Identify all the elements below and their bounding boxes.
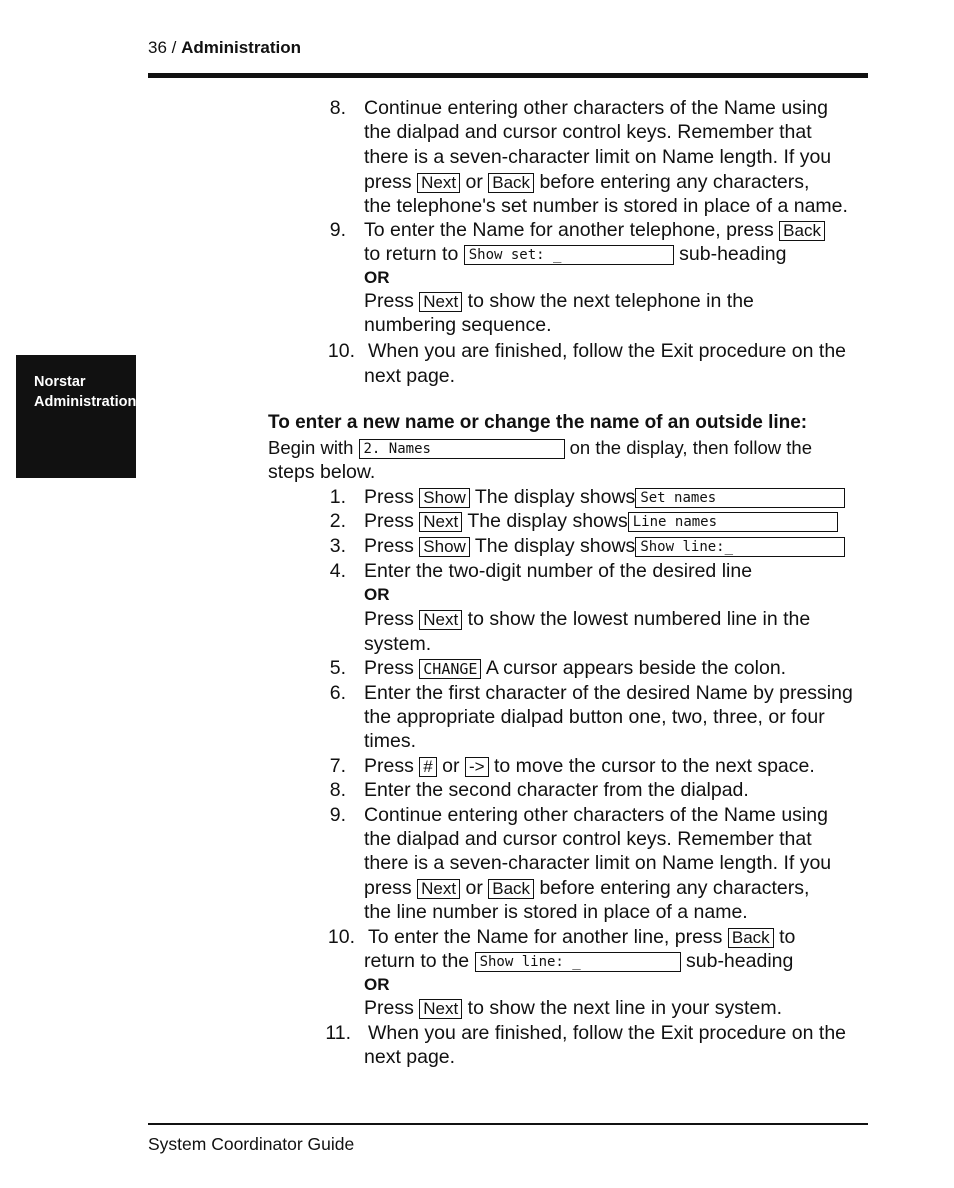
step-number: 6. (329, 682, 346, 704)
side-tab-line1: Norstar (34, 374, 86, 390)
side-tab-line2: Administration (34, 394, 137, 410)
step-text: press Next or Back before entering any characters, (364, 877, 810, 899)
right-arrow-key: -> (465, 757, 489, 777)
page-number: 36 / (148, 38, 177, 57)
header-rule (148, 73, 868, 78)
or-label: OR (364, 585, 390, 604)
next-key: Next (419, 512, 462, 532)
next-key: Next (417, 879, 460, 899)
or-label: OR (364, 975, 390, 994)
step-text: Press Show The display shows Show line:_ (364, 534, 845, 558)
step-text: Continue entering other characters of the Name using (364, 97, 828, 119)
step-number: 8. (329, 97, 346, 119)
change-key: CHANGE (419, 659, 481, 679)
step-text: Press Next The display shows Line names (364, 509, 838, 533)
page-title: Administration (181, 38, 302, 57)
step-text: When you are finished, follow the Exit procedure on the (368, 1022, 847, 1044)
step-text: Press Show The display shows Set names (364, 485, 845, 509)
step-text: there is a seven-character limit on Name length. If you (364, 852, 832, 874)
pound-key: # (419, 757, 436, 777)
back-key: Back (488, 173, 534, 193)
step-number: 5. (329, 657, 346, 679)
side-tab (16, 355, 136, 478)
back-key: Back (728, 928, 774, 948)
step-number: 11. (325, 1022, 351, 1044)
step-text: Enter the first character of the desired Name by pressing (364, 682, 853, 704)
step-text: the dialpad and cursor control keys. Remember that (364, 828, 812, 850)
step-text: Press Next to show the lowest numbered line in the (364, 608, 811, 630)
display-readout: Show line: _ (475, 952, 681, 972)
step-text: Press # or -> to move the cursor to the next space. (364, 755, 815, 777)
page-header (148, 38, 301, 58)
step-text: to return to Show set: _ sub-heading (364, 243, 787, 265)
step-text: When you are finished, follow the Exit procedure on the (368, 340, 847, 362)
step-text: Continue entering other characters of the Name using (364, 804, 828, 826)
display-readout: Set names (635, 488, 845, 508)
display-readout: Show line:_ (635, 537, 845, 557)
display-readout: Line names (628, 512, 838, 532)
step-number: 10. (327, 340, 355, 362)
back-key: Back (488, 879, 534, 899)
step-text: numbering sequence. (364, 314, 552, 336)
step-text: system. (364, 633, 432, 655)
step-text: there is a seven-character limit on Name length. If you (364, 146, 832, 168)
display-readout: 2. Names (359, 439, 565, 459)
step-number: 9. (329, 804, 346, 826)
step-text: Press Next to show the next line in your system. (364, 997, 782, 1019)
step-text: the appropriate dialpad button one, two, three, or four (364, 706, 825, 728)
step-text: Press Next to show the next telephone in the (364, 290, 754, 312)
next-key: Next (419, 999, 462, 1019)
step-number: 9. (329, 219, 346, 241)
step-text: Enter the second character from the dialpad. (364, 779, 749, 801)
step-number: 4. (329, 560, 346, 582)
step-number: 1. (329, 486, 346, 508)
section-intro: steps below. (268, 461, 376, 483)
step-text: the line number is stored in place of a name. (364, 901, 748, 923)
step-text: To enter the Name for another telephone, press Back (364, 218, 825, 242)
step-text: Press CHANGE A cursor appears beside the colon. (364, 657, 787, 679)
step-text: next page. (364, 1046, 456, 1068)
step-number: 3. (329, 535, 346, 557)
step-text: times. (364, 730, 417, 752)
show-key: Show (419, 537, 470, 557)
step-number: 7. (329, 755, 346, 777)
back-key: Back (779, 221, 825, 241)
step-text: To enter the Name for another line, press Back to (368, 926, 796, 948)
step-text: Enter the two-digit number of the desired line (364, 560, 753, 582)
step-number: 8. (329, 779, 346, 801)
section-heading: To enter a new name or change the name of an outside line: (268, 412, 808, 433)
next-key: Next (419, 610, 462, 630)
footer-rule (148, 1123, 868, 1125)
section-intro: Begin with 2. Names on the display, then follow the (268, 437, 813, 458)
step-text: press Next or Back before entering any characters, (364, 171, 810, 193)
step-text: next page. (364, 365, 456, 387)
display-readout: Show set: _ (464, 245, 674, 265)
step-number: 10. (327, 926, 355, 948)
show-key: Show (419, 488, 470, 508)
or-label: OR (364, 268, 390, 287)
step-number: 2. (329, 510, 346, 532)
step-text: return to the Show line: _ sub-heading (364, 950, 794, 972)
page-footer: System Coordinator Guide (148, 1134, 355, 1154)
step-text: the telephone's set number is stored in place of a name. (364, 195, 848, 217)
step-text: the dialpad and cursor control keys. Remember that (364, 121, 812, 143)
next-key: Next (419, 292, 462, 312)
next-key: Next (417, 173, 460, 193)
